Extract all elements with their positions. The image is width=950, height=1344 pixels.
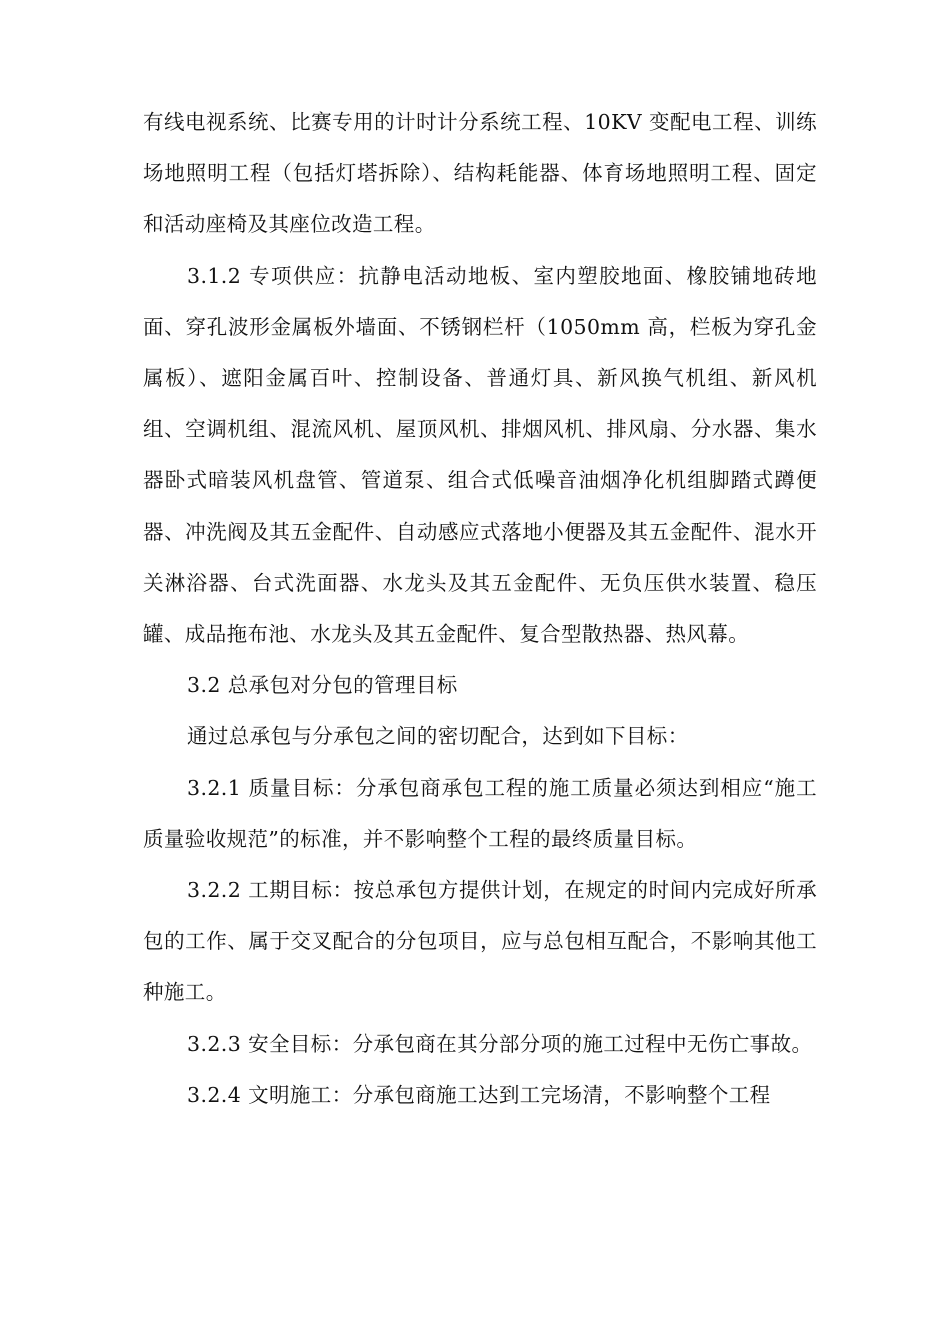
paragraph-3-2-3-safety-goal: 3.2.3 安全目标：分承包商在其分部分项的施工过程中无伤亡事故。 [187,1031,813,1056]
paragraph-3-2-1-quality-goal: 3.2.1 质量目标：分承包商承包工程的施工质量必须达到相应“施工质量验收规范”的标准，并不影响整个工程的最终质量目标。 [143,775,817,851]
paragraph-3-1-2-special-supply: 3.1.2 专项供应：抗静电活动地板、室内塑胶地面、橡胶铺地砖地面、穿孔波形金属板外墙面、不锈钢栏杆（1050mm 高，栏板为穿孔金属板）、遮阳金属百叶、控制设备、普通灯具、新风换气机组、新风机组、空调机组、混流风机、屋顶风机、排烟风机、排风扇、分水器、集水器卧式暗装风机盘管、管道泵、组合式低噪音油烟净化机组脚踏式蹲便器、冲洗阀及其五金配件、自动感应式落地小便器及其五金配件、混水开关淋浴器、台式洗面器、水龙头及其五金配件、无负压供水装置、稳压罐、成品拖布池、水龙头及其五金配件、复合型散热器、热风幕。 [143,263,817,647]
paragraph-goals-intro: 通过总承包与分承包之间的密切配合，达到如下目标： [187,724,689,749]
paragraph-continuation: 有线电视系统、比赛专用的计时计分系统工程、10KV 变配电工程、训练场地照明工程（包括灯塔拆除）、结构耗能器、体育场地照明工程、固定和活动座椅及其座位改造工程。 [143,110,817,237]
heading-3-2-management-goals: 3.2 总承包对分包的管理目标 [187,673,458,698]
document-body [143,97,817,1121]
paragraph-3-2-4-civilized-construction: 3.2.4 文明施工：分承包商施工达到工完场清，不影响整个工程 [187,1082,771,1107]
paragraph-3-2-2-schedule-goal: 3.2.2 工期目标：按总承包方提供计划，在规定的时间内完成好所承包的工作、属于交叉配合的分包项目，应与总包相互配合，不影响其他工种施工。 [143,878,817,1005]
